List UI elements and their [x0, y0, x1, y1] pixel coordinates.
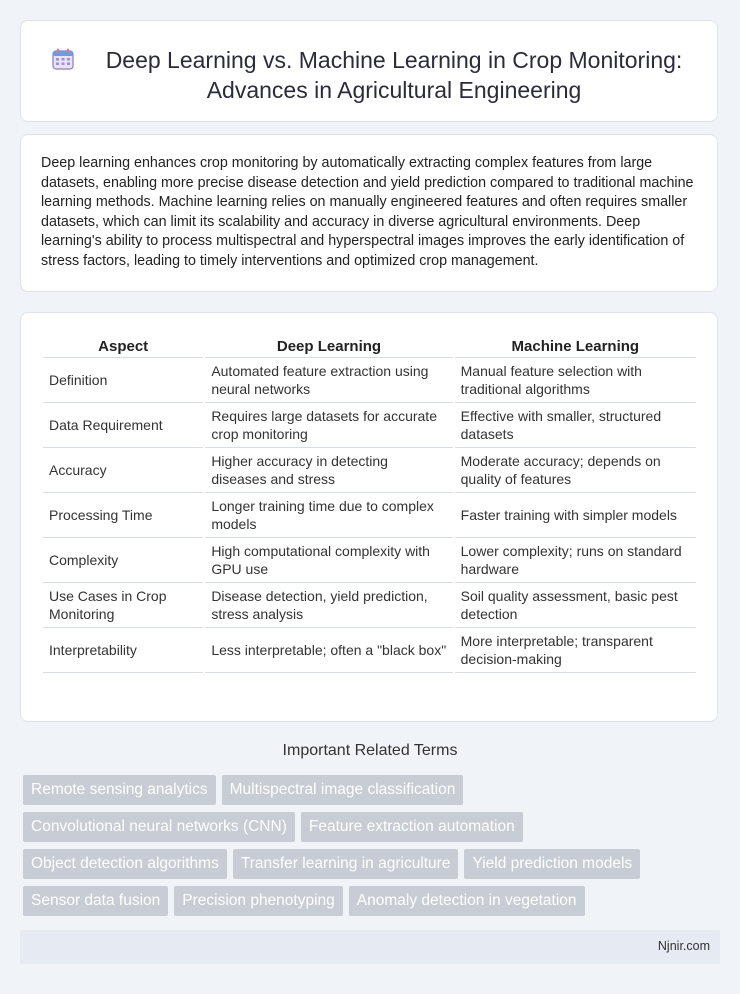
- related-term-tag[interactable]: Precision phenotyping: [174, 886, 343, 916]
- table-row: [43, 493, 696, 538]
- cell-deep-learning: Automated feature extraction using neural networks: [205, 358, 452, 403]
- footer-site-link[interactable]: Njnir.com: [657, 939, 710, 953]
- cell-aspect: Use Cases in Crop Monitoring: [43, 583, 203, 628]
- title-card: [20, 20, 718, 122]
- page-title: Deep Learning vs. Machine Learning in Crop Monitoring: Advances in Agricultural Engineering: [105, 47, 683, 103]
- related-terms-list: [23, 775, 703, 916]
- cell-machine-learning: Lower complexity; runs on standard hardware: [455, 538, 696, 583]
- related-term-tag[interactable]: Transfer learning in agriculture: [233, 849, 459, 879]
- related-term-tag[interactable]: Anomaly detection in vegetation: [349, 886, 585, 916]
- related-term-tag[interactable]: Object detection algorithms: [23, 849, 227, 879]
- cell-machine-learning: Faster training with simpler models: [455, 493, 696, 538]
- cell-aspect: Interpretability: [43, 628, 203, 673]
- related-term-tag[interactable]: Convolutional neural networks (CNN): [23, 812, 295, 842]
- calendar-icon: [51, 47, 75, 71]
- cell-deep-learning: Disease detection, yield prediction, stress analysis: [205, 583, 452, 628]
- cell-machine-learning: Moderate accuracy; depends on quality of features: [455, 448, 696, 493]
- cell-machine-learning: Soil quality assessment, basic pest detection: [455, 583, 696, 628]
- cell-aspect: Processing Time: [43, 493, 203, 538]
- cell-deep-learning: Longer training time due to complex models: [205, 493, 452, 538]
- table-row: [43, 628, 696, 673]
- table-row: [43, 538, 696, 583]
- cell-machine-learning: More interpretable; transparent decision-making: [455, 628, 696, 673]
- related-term-tag[interactable]: Multispectral image classification: [222, 775, 464, 805]
- table-row: [43, 358, 696, 403]
- comparison-table-card: [20, 312, 718, 722]
- cell-deep-learning: Requires large datasets for accurate crop monitoring: [205, 403, 452, 448]
- header-deep-learning: Deep Learning: [205, 333, 452, 358]
- summary-card: [20, 134, 718, 292]
- cell-machine-learning: Manual feature selection with traditional algorithms: [455, 358, 696, 403]
- header-machine-learning: Machine Learning: [455, 333, 696, 358]
- cell-aspect: Definition: [43, 358, 203, 403]
- table-row: [43, 448, 696, 493]
- related-term-tag[interactable]: Yield prediction models: [464, 849, 640, 879]
- table-row: [43, 583, 696, 628]
- comparison-table: [41, 333, 698, 673]
- cell-aspect: Data Requirement: [43, 403, 203, 448]
- footer: [20, 930, 720, 964]
- cell-deep-learning: Less interpretable; often a "black box": [205, 628, 452, 673]
- cell-deep-learning: High computational complexity with GPU use: [205, 538, 452, 583]
- header-aspect: Aspect: [43, 333, 203, 358]
- related-term-tag[interactable]: Feature extraction automation: [301, 812, 523, 842]
- related-terms-heading: Important Related Terms: [282, 742, 458, 759]
- table-row: [43, 403, 696, 448]
- summary-text: Deep learning enhances crop monitoring by automatically extracting complex features from large datasets, enabling more precise disease detection and yield prediction compared to traditional machine learning methods. Machine learning relies on manually engineered features and often requires smaller datasets, which can limit its scalability and accuracy in diverse agricultural environments. Deep learning's ability to process multispectral and hyperspectral images improves the early identification of stress factors, leading to timely interventions and optimized crop management.: [41, 155, 694, 269]
- cell-aspect: Complexity: [43, 538, 203, 583]
- related-term-tag[interactable]: Sensor data fusion: [23, 886, 168, 916]
- cell-aspect: Accuracy: [43, 448, 203, 493]
- cell-deep-learning: Higher accuracy in detecting diseases and stress: [205, 448, 452, 493]
- table-header-row: [43, 333, 696, 358]
- related-term-tag[interactable]: Remote sensing analytics: [23, 775, 216, 805]
- cell-machine-learning: Effective with smaller, structured datasets: [455, 403, 696, 448]
